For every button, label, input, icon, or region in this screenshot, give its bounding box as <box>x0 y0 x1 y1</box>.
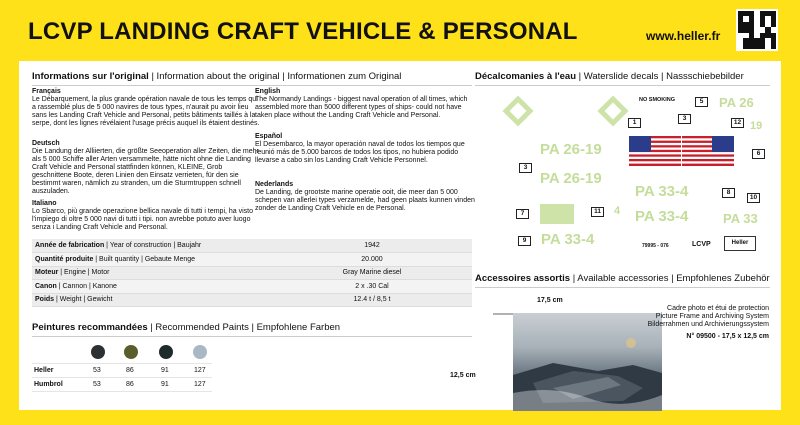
decal-number: 3 <box>519 163 532 173</box>
qr-code-icon[interactable] <box>736 9 778 51</box>
paint-swatch <box>159 345 173 359</box>
paint-code: 53 <box>93 367 101 374</box>
paint-code: 91 <box>161 367 169 374</box>
website-url[interactable]: www.heller.fr <box>646 29 721 43</box>
decal-code: 79995 - 076 <box>642 243 669 249</box>
diamond-decal <box>597 95 628 126</box>
accessories-heading: Accessoires assortis | Available accessories | Empfohlenes Zubehör <box>475 273 770 284</box>
info-english: English The Normandy Landings - biggest naval operation of all times, which assembled more than 5000 different types of ships- could not have taken place without the Landing Craft Vehicle and Personal. <box>255 88 468 119</box>
heller-logo-decal: Heller <box>724 236 756 251</box>
paint-swatch <box>124 345 138 359</box>
pa334-decal: PA 33-4 <box>541 231 595 248</box>
decal-number: 8 <box>722 188 735 198</box>
pa26-decal: PA 26 <box>719 95 754 110</box>
accessory-description: Cadre photo et étui de protection Picture Frame and Archiving System Bilderrahmen und Archivierungssystem N° 09500 - 17,5 x 12,5 cm <box>619 305 769 341</box>
info-italiano: Italiano Lo Sbarco, più grande operazione bellica navale di tutti i tempi, ha visto l'impiego di oltre 5 000 navi di tutti i tipi. non avrebbe potuto aver luogo senza i Landing Craft Vehicle and Personal. <box>32 200 254 231</box>
pa2619-decal: PA 26-19 <box>540 141 602 158</box>
content-panel <box>19 61 781 410</box>
decal-sheet <box>474 90 769 256</box>
table-row: Quantité produite | Built quantity | Gebaute Menge 20.000 <box>32 253 472 267</box>
decal-number: 6 <box>752 149 765 159</box>
decal-number: 1 <box>628 118 641 128</box>
width-dimension: 17,5 cm <box>537 297 563 304</box>
paint-code: 91 <box>161 381 169 388</box>
table-row: Moteur | Engine | Motor Gray Marine diesel <box>32 266 472 280</box>
diamond-decal <box>502 95 533 126</box>
paints-heading: Peintures recommandées | Recommended Paints | Empfohlene Farben <box>32 322 341 333</box>
info-deutsch: Deutsch Die Landung der Alliierten, die größte Seeoperation aller Zeiten, die mehr als 5 000 Schiffe aller Arten versammelte, hätte nicht ohne die Landing Craft Vehicle and Personal stattfinden können, KLEINE, Grob geschnittene Boote, deren Linien den Einsatz verrieten, für den sie bestimmt waren, nämlich zu stranden, um die Sturmtruppen schnell auszuladen. <box>32 140 259 195</box>
accessory-ref: N° 09500 - 17,5 x 12,5 cm <box>686 333 769 340</box>
pa334-decal: PA 33-4 <box>635 208 689 225</box>
page-title: LCVP LANDING CRAFT VEHICLE & PERSONAL <box>28 18 578 45</box>
info-francais: Français Le Débarquement, la plus grande opération navale de tous les temps qui a rassemblé plus de 5 000 navires de tous types, n'aurait pu avoir lieu sans les Landing Craft Vehicle and Personal, petits bâtiments taillés à la serpe, dont les lignes révélaient l'usage précis auquel ils étaient destinés. <box>32 88 260 127</box>
paint-swatch <box>193 345 207 359</box>
decals-heading: Décalcomanies à l'eau | Waterslide decals | Nassschiebebilder <box>475 71 744 82</box>
info-heading: Informations sur l'original | Information about the original | Informationen zum Original <box>32 71 402 82</box>
paint-code: 53 <box>93 381 101 388</box>
table-row: Poids | Weight | Gewicht 12.4 t / 8,5 t <box>32 293 472 307</box>
paint-code: 86 <box>126 367 134 374</box>
decal-number: 9 <box>518 236 531 246</box>
decal-number: 10 <box>747 193 760 203</box>
paint-code: 86 <box>126 381 134 388</box>
no-smoking-decal: NO SMOKING <box>639 97 676 103</box>
pa33-decal: PA 33 <box>723 211 758 226</box>
decal-number: 7 <box>516 209 529 219</box>
paint-swatch <box>91 345 105 359</box>
us-flag-decal <box>682 136 734 166</box>
letterbox-decal <box>540 204 574 224</box>
decal-number: 3 <box>678 114 691 124</box>
n19-decal: 19 <box>750 120 763 132</box>
decal-number: 11 <box>591 207 604 217</box>
pa334-decal: PA 33-4 <box>635 183 689 200</box>
decal-number: 5 <box>695 97 708 107</box>
pa2619-decal: PA 26-19 <box>540 170 602 187</box>
decal-number: 12 <box>731 118 744 128</box>
us-flag-decal <box>629 136 681 166</box>
paint-code: 127 <box>194 367 206 374</box>
n4-decal: 4 <box>614 205 621 217</box>
specs-table <box>32 239 472 307</box>
info-nederlands: Nederlands De Landing, de grootste marine operatie ooit, die meer dan 5 000 schepen van allerlei types verzamelde, had geen plaats kunnen vinden zonder de Landing Craft Vehicle en de Personal. <box>255 181 475 212</box>
table-row: Canon | Cannon | Kanone 2 x .30 Cal <box>32 280 472 294</box>
height-dimension: 12,5 cm <box>450 372 476 379</box>
paint-code: 127 <box>194 381 206 388</box>
table-row: Année de fabrication | Year of construction | Baujahr 1942 <box>32 239 472 253</box>
lcvp-decal: LCVP <box>692 241 711 248</box>
humbrol-label: Humbrol <box>34 381 63 388</box>
heller-label: Heller <box>34 367 54 374</box>
info-espanol: Español El Desembarco, la mayor operación naval de todos los tiempos que reunió más de 5.000 barcos de todos los tipos, no hubiera podido llevarse a cabo sin los Landing Craft Vehicle Personnel. <box>255 133 465 164</box>
